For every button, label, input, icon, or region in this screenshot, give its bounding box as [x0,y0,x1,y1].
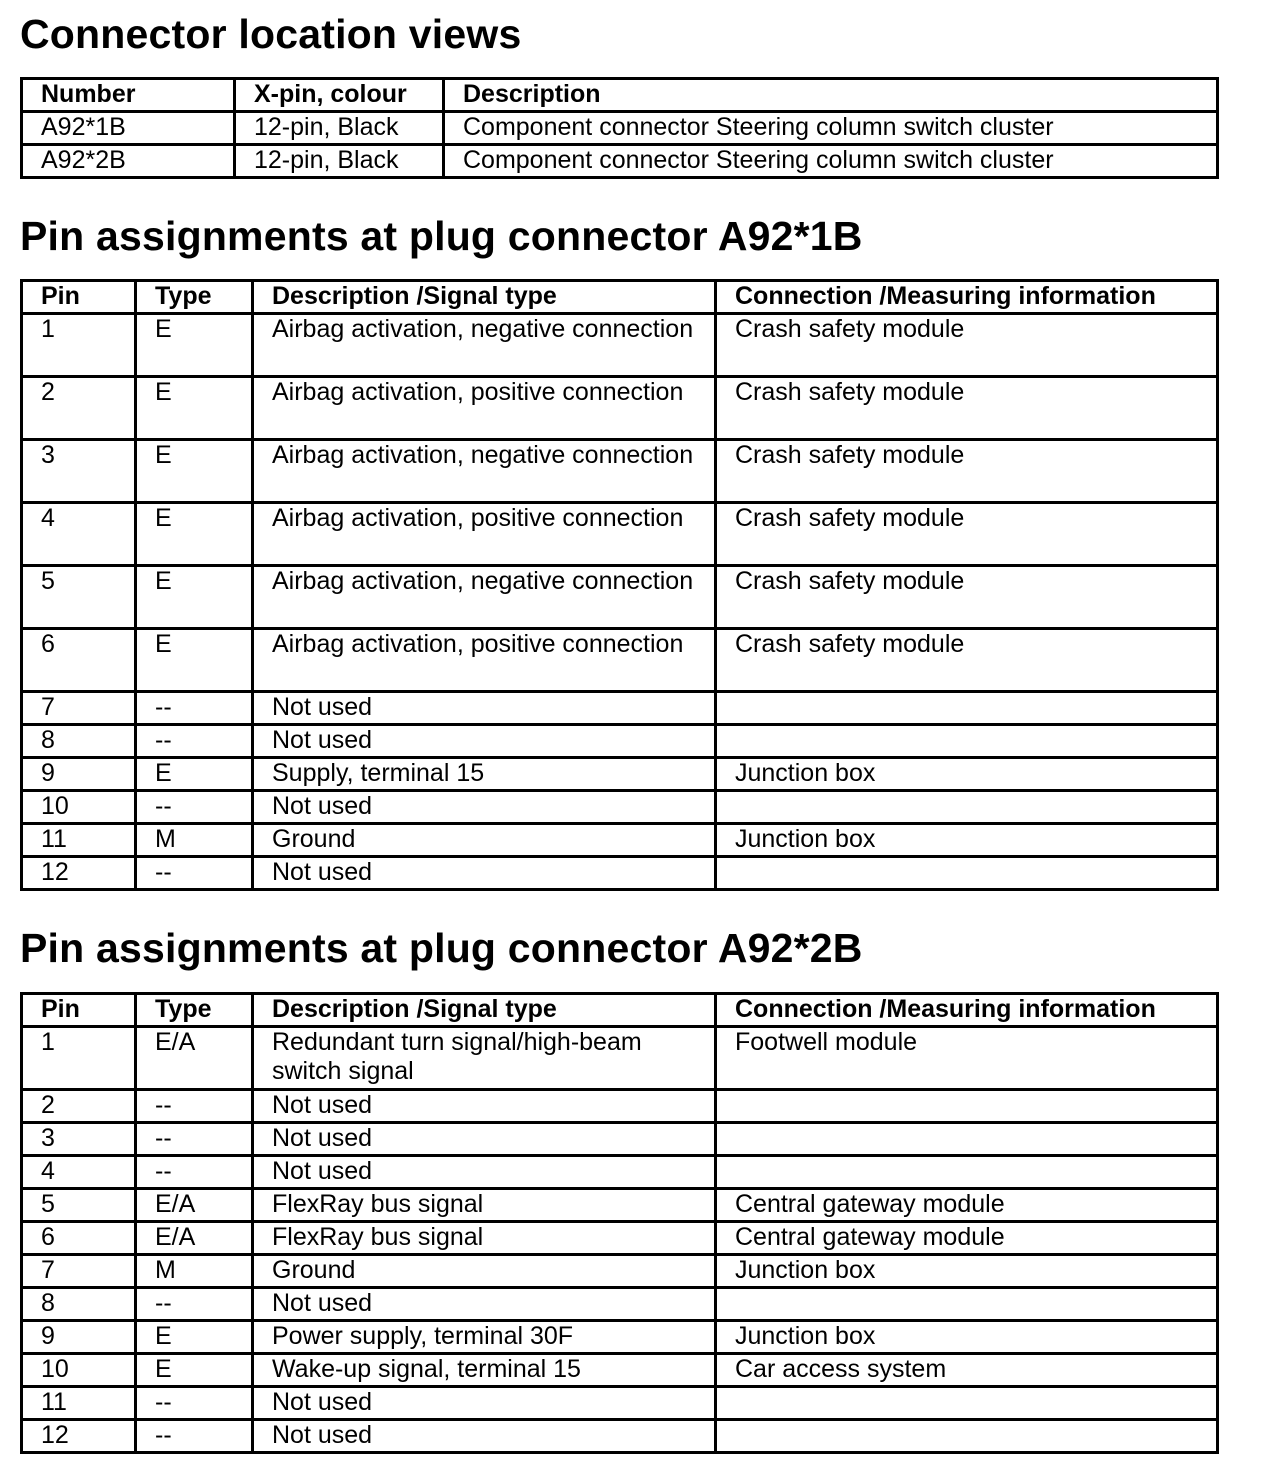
table-row [22,824,1218,857]
table-row [22,1255,1218,1288]
table-cell: 8 [22,1288,136,1321]
table-cell: E [136,314,253,377]
table-cell: -- [136,692,253,725]
table-cell: E [136,440,253,503]
column-header: Type [136,994,253,1027]
table-cell: -- [136,1090,253,1123]
table-row [22,112,1218,145]
table-cell: Not used [253,1156,716,1189]
table-cell: Junction box [716,758,1218,791]
table-cell [716,692,1218,725]
table-header-row [22,281,1218,314]
table-cell: 6 [22,629,136,692]
table-cell: FlexRay bus signal [253,1189,716,1222]
table-cell: 10 [22,1354,136,1387]
column-header: Description /Signal type [253,281,716,314]
table-cell [716,1288,1218,1321]
table-cell: 4 [22,503,136,566]
column-header: Description /Signal type [253,994,716,1027]
table-cell [716,1156,1218,1189]
table-cell: Crash safety module [716,314,1218,377]
pin-assignments-a92-1b-title: Pin assignments at plug connector A92*1B [20,213,863,259]
table-row [22,758,1218,791]
table-cell: E/A [136,1189,253,1222]
table-cell: Footwell module [716,1027,1218,1090]
table-cell: 12-pin, Black [235,145,444,178]
table-row [22,692,1218,725]
table-cell: 9 [22,1321,136,1354]
table-cell: Junction box [716,1255,1218,1288]
table-cell: 9 [22,758,136,791]
table-cell [716,791,1218,824]
table-cell: 3 [22,1123,136,1156]
table-cell: E [136,758,253,791]
table-cell: Not used [253,1123,716,1156]
table-cell: -- [136,791,253,824]
table-cell [716,1090,1218,1123]
table-cell: A92*2B [22,145,235,178]
table-row [22,725,1218,758]
table-row [22,1123,1218,1156]
table-cell: 12 [22,857,136,890]
table-cell: Ground [253,1255,716,1288]
table-cell: Airbag activation, negative connection [253,314,716,377]
column-header: Number [22,79,235,112]
table-cell [716,1387,1218,1420]
table-cell: E [136,629,253,692]
table-header-row [22,994,1218,1027]
table-cell: FlexRay bus signal [253,1222,716,1255]
table-cell: 3 [22,440,136,503]
table-cell: Crash safety module [716,629,1218,692]
table-cell: E [136,1321,253,1354]
table-cell: Not used [253,1387,716,1420]
table-row [22,145,1218,178]
table-cell: -- [136,1156,253,1189]
table-cell: 11 [22,824,136,857]
table-row [22,1354,1218,1387]
table-row [22,377,1218,440]
table-cell: Crash safety module [716,566,1218,629]
table-cell [716,1123,1218,1156]
table-cell: -- [136,1420,253,1453]
table-row [22,791,1218,824]
table-cell: E [136,377,253,440]
table-row [22,1420,1218,1453]
table-cell: -- [136,1288,253,1321]
table-cell: Not used [253,1288,716,1321]
table-cell [716,725,1218,758]
table-row [22,1222,1218,1255]
table-cell: Airbag activation, negative connection [253,440,716,503]
table-cell: Component connector Steering column switch cluster [444,145,1218,178]
table-row [22,1189,1218,1222]
table-cell: E/A [136,1027,253,1090]
table-cell: -- [136,1387,253,1420]
table-row [22,857,1218,890]
table-cell: 6 [22,1222,136,1255]
table-row [22,1321,1218,1354]
table-cell: 1 [22,314,136,377]
table-row [22,440,1218,503]
table-row [22,1156,1218,1189]
table-cell: 2 [22,1090,136,1123]
column-header: Connection /Measuring information [716,994,1218,1027]
column-header: Connection /Measuring information [716,281,1218,314]
table-cell: E/A [136,1222,253,1255]
table-row [22,1387,1218,1420]
table-cell: Supply, terminal 15 [253,758,716,791]
table-cell: -- [136,857,253,890]
table-row [22,1288,1218,1321]
table-cell: Car access system [716,1354,1218,1387]
table-cell: Central gateway module [716,1189,1218,1222]
table-cell: 8 [22,725,136,758]
pin-assignments-a92-2b-title: Pin assignments at plug connector A92*2B [20,925,863,971]
table-row [22,1027,1218,1090]
table-cell: 5 [22,566,136,629]
table-cell: Ground [253,824,716,857]
table-cell: Crash safety module [716,440,1218,503]
table-cell: E [136,503,253,566]
table-cell: Power supply, terminal 30F [253,1321,716,1354]
table-cell: Not used [253,692,716,725]
table-cell: 5 [22,1189,136,1222]
table-cell: Central gateway module [716,1222,1218,1255]
table-header-row [22,79,1218,112]
column-header: X-pin, colour [235,79,444,112]
table-cell: Crash safety module [716,503,1218,566]
table-cell: M [136,1255,253,1288]
table-cell: Crash safety module [716,377,1218,440]
table-cell: 1 [22,1027,136,1090]
pin-assignments-a92-2b-table [20,992,1219,1454]
table-cell: A92*1B [22,112,235,145]
column-header: Pin [22,994,136,1027]
table-cell [716,1420,1218,1453]
pin-assignments-a92-1b-table [20,279,1219,891]
table-cell: Airbag activation, positive connection [253,377,716,440]
table-cell: 7 [22,692,136,725]
table-cell [716,857,1218,890]
table-cell: Wake-up signal, terminal 15 [253,1354,716,1387]
table-cell: 12 [22,1420,136,1453]
column-header: Pin [22,281,136,314]
table-cell: E [136,1354,253,1387]
table-cell: Not used [253,725,716,758]
table-cell: Not used [253,857,716,890]
table-row [22,629,1218,692]
table-cell: Redundant turn signal/high-beam switch signal [253,1027,716,1090]
table-cell: Not used [253,791,716,824]
column-header: Type [136,281,253,314]
table-row [22,503,1218,566]
table-cell: 12-pin, Black [235,112,444,145]
table-cell: 7 [22,1255,136,1288]
connector-location-title: Connector location views [20,11,522,57]
table-cell: Airbag activation, negative connection [253,566,716,629]
table-cell: -- [136,1123,253,1156]
table-cell: 10 [22,791,136,824]
table-row [22,566,1218,629]
table-cell: Junction box [716,1321,1218,1354]
table-cell: 4 [22,1156,136,1189]
table-cell: Not used [253,1420,716,1453]
table-cell: M [136,824,253,857]
table-row [22,314,1218,377]
table-row [22,1090,1218,1123]
table-cell: 11 [22,1387,136,1420]
table-cell: Airbag activation, positive connection [253,629,716,692]
table-cell: 2 [22,377,136,440]
connector-location-table [20,77,1219,179]
table-cell: E [136,566,253,629]
table-cell: -- [136,725,253,758]
table-cell: Not used [253,1090,716,1123]
column-header: Description [444,79,1218,112]
table-cell: Airbag activation, positive connection [253,503,716,566]
table-cell: Component connector Steering column switch cluster [444,112,1218,145]
table-cell: Junction box [716,824,1218,857]
